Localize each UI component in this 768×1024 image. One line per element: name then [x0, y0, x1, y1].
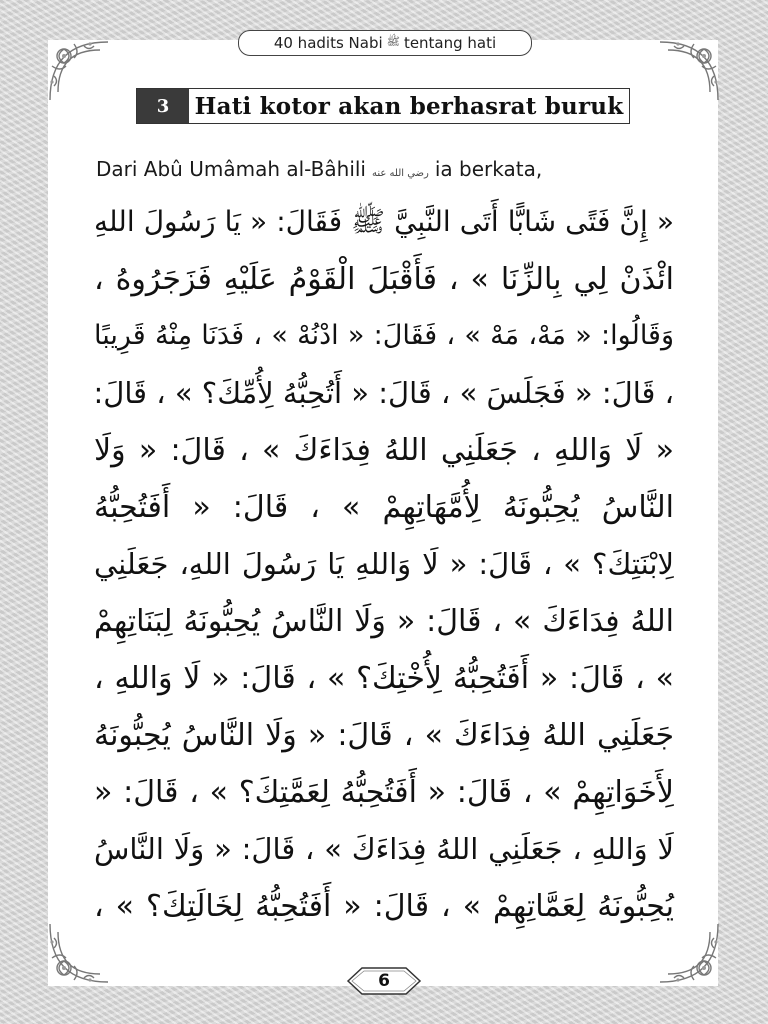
arabic-line: وَقَالُوا: « مَهْ، مَهْ » ، فَقَالَ: « ادْنُهْ » ، فَدَنَا مِنْهُ قَرِيبًا [94, 320, 674, 351]
corner-ornament-icon [44, 918, 114, 988]
page-number-badge [346, 966, 422, 996]
arabic-line: ائْذَنْ لِي بِالزِّنَا » ، فَأَقْبَلَ الْقَوْمُ عَلَيْهِ فَزَجَرُوهُ ، [94, 262, 674, 297]
arabic-line: ، قَالَ: « فَجَلَسَ » ، قَالَ: « أَتُحِبُّهُ لِأُمِّكَ؟ » ، قَالَ: [93, 376, 674, 410]
running-head-title: 40 hadits Nabi [273, 34, 383, 52]
running-head [238, 30, 532, 56]
arabic-line: » ، قَالَ: « أَفَتُحِبُّهُ لِأُخْتِكَ؟ » ، قَالَ: « لَا وَاللهِ ، [94, 661, 674, 696]
arabic-line: « إِنَّ فَتًى شَابًّا أَتَى النَّبِيَّ ﷺ فَقَالَ: « يَا رَسُولَ اللهِ [94, 205, 674, 238]
arabic-line: لِابْنَتِكَ؟ » ، قَالَ: « لَا وَاللهِ يَا رَسُولَ اللهِ، جَعَلَنِي [94, 547, 674, 581]
intro-verb: ia berkata, [434, 157, 543, 181]
chapter-number: 3 [137, 89, 189, 123]
narrator-intro [96, 157, 542, 181]
chapter-title: Hati kotor akan berhasrat buruk [194, 92, 624, 120]
arabic-line: يُحِبُّونَهُ لِعَمَّاتِهِمْ » ، قَالَ: « أَفَتُحِبُّهُ لِخَالَتِكَ؟ » ، [94, 889, 674, 924]
arabic-line: « لَا وَاللهِ ، جَعَلَنِي اللهُ فِدَاءَكَ » ، قَالَ: « وَلَا [94, 433, 674, 468]
arabic-line: لِأَخَوَاتِهِمْ » ، قَالَ: « أَفَتُحِبُّهُ لِعَمَّتِكَ؟ » ، قَالَ: « [94, 775, 674, 810]
radiyallahu-honorific: رضي الله عنه [372, 168, 429, 179]
arabic-line: النَّاسُ يُحِبُّونَهُ لِأُمَّهَاتِهِمْ » ، قَالَ: « أَفَتُحِبُّهُ [94, 490, 674, 525]
arabic-line: جَعَلَنِي اللهُ فِدَاءَكَ » ، قَالَ: « وَلَا النَّاسُ يُحِبُّونَهُ [94, 718, 674, 753]
corner-ornament-icon [44, 36, 114, 106]
chapter-heading [136, 88, 630, 124]
narrator-name: Dari Abû Umâmah al-Bâhili [96, 157, 366, 181]
arabic-line: اللهُ فِدَاءَكَ » ، قَالَ: « وَلَا النَّاسُ يُحِبُّونَهُ لِبَنَاتِهِمْ [94, 604, 674, 639]
corner-ornament-icon [654, 918, 724, 988]
corner-ornament-icon [654, 36, 724, 106]
salawat-honorific: ﷺ [386, 35, 400, 48]
arabic-line: لَا وَاللهِ ، جَعَلَنِي اللهُ فِدَاءَكَ » ، قَالَ: « وَلَا النَّاسُ [94, 832, 674, 866]
running-head-subtitle: tentang hati [403, 34, 497, 52]
page-number: 6 [378, 971, 390, 991]
